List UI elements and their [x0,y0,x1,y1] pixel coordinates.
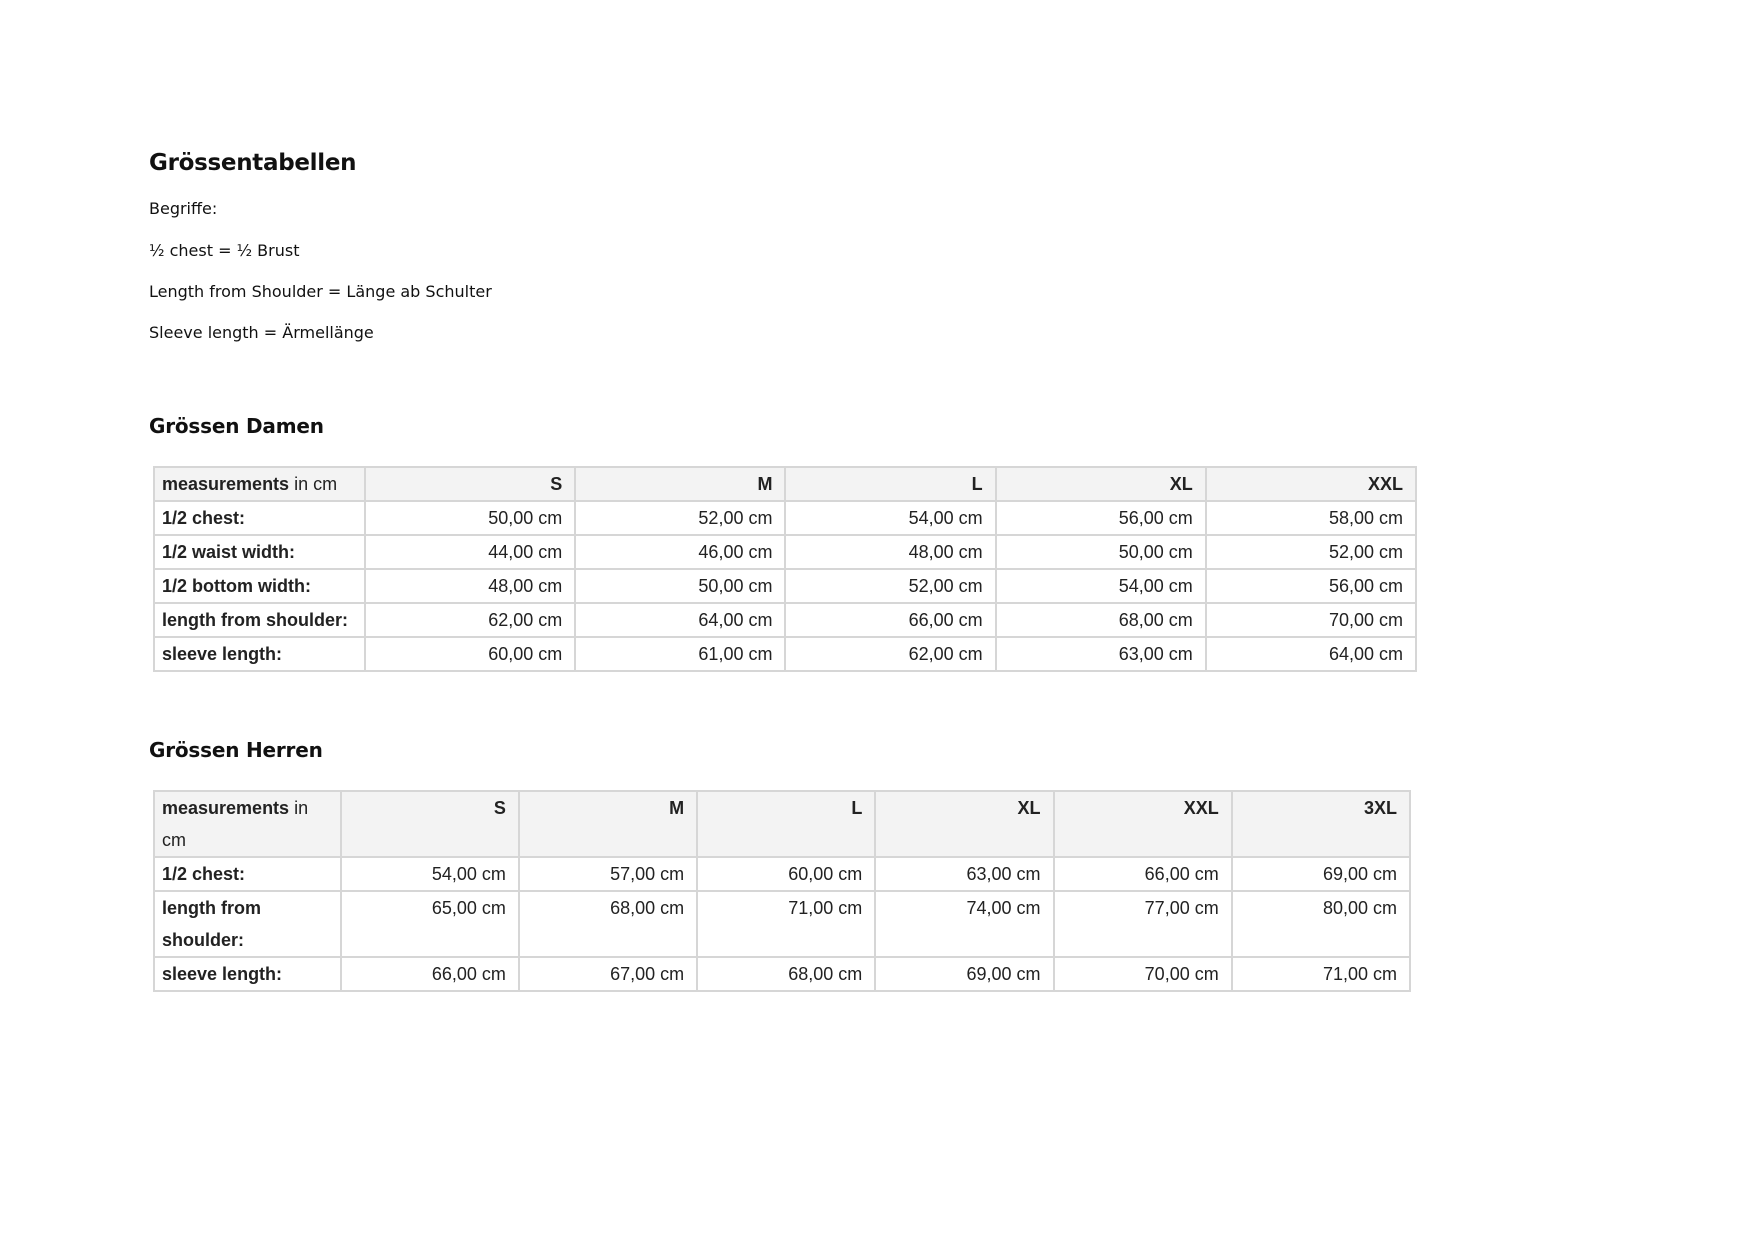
table-cell: 80,00 cm [1232,891,1410,957]
table-cell: 48,00 cm [365,569,575,603]
table-row [154,603,1416,637]
table-cell: 62,00 cm [365,603,575,637]
row-label: 1/2 chest: [154,857,341,891]
table-cell: 66,00 cm [341,957,519,991]
table-cell: 54,00 cm [996,569,1206,603]
column-header-measurements: measurements in cm [154,791,341,857]
table-cell: 68,00 cm [996,603,1206,637]
column-header-size: S [341,791,519,857]
table-row [154,501,1416,535]
table-row [154,637,1416,671]
column-header-size: L [785,467,995,501]
table-cell: 65,00 cm [341,891,519,957]
column-header-size: XL [996,467,1206,501]
table-header-row [154,467,1416,501]
terms-label: Begriffe: [149,199,218,218]
table-cell: 50,00 cm [575,569,785,603]
table-cell: 50,00 cm [996,535,1206,569]
table-cell: 66,00 cm [1054,857,1232,891]
column-header-measurements: measurements in cm [154,467,365,501]
table-cell: 60,00 cm [365,637,575,671]
table-cell: 48,00 cm [785,535,995,569]
table-cell: 54,00 cm [785,501,995,535]
table-cell: 56,00 cm [996,501,1206,535]
table-cell: 63,00 cm [996,637,1206,671]
size-table-herren [153,790,1411,992]
row-label: length from shoulder: [154,603,365,637]
column-header-size: 3XL [1232,791,1410,857]
size-table-damen [153,466,1417,672]
table-row [154,535,1416,569]
row-label: 1/2 chest: [154,501,365,535]
table-row [154,891,1410,957]
table-cell: 71,00 cm [697,891,875,957]
table-cell: 61,00 cm [575,637,785,671]
row-label: length from shoulder: [154,891,341,957]
page-title: Grössentabellen [149,150,357,176]
table-cell: 60,00 cm [697,857,875,891]
column-header-size: XXL [1206,467,1416,501]
table-cell: 46,00 cm [575,535,785,569]
table-cell: 71,00 cm [1232,957,1410,991]
table-cell: 70,00 cm [1054,957,1232,991]
table-cell: 69,00 cm [1232,857,1410,891]
column-header-size: L [697,791,875,857]
table-cell: 57,00 cm [519,857,697,891]
row-label: 1/2 waist width: [154,535,365,569]
table-cell: 56,00 cm [1206,569,1416,603]
table-cell: 68,00 cm [697,957,875,991]
table-cell: 50,00 cm [365,501,575,535]
term-sleeve-length: Sleeve length = Ärmellänge [149,323,374,342]
table-row [154,957,1410,991]
row-label: sleeve length: [154,637,365,671]
table-header-row [154,791,1410,857]
table-row [154,569,1416,603]
column-header-size: M [575,467,785,501]
column-header-size: S [365,467,575,501]
table-cell: 64,00 cm [1206,637,1416,671]
table-cell: 70,00 cm [1206,603,1416,637]
column-header-size: XL [875,791,1053,857]
table-cell: 62,00 cm [785,637,995,671]
table-row [154,857,1410,891]
section-title-damen: Grössen Damen [149,414,324,438]
table-cell: 52,00 cm [575,501,785,535]
table-cell: 63,00 cm [875,857,1053,891]
section-title-herren: Grössen Herren [149,738,323,762]
table-cell: 58,00 cm [1206,501,1416,535]
term-length-from-shoulder: Length from Shoulder = Länge ab Schulter [149,282,492,301]
table-cell: 69,00 cm [875,957,1053,991]
table-cell: 67,00 cm [519,957,697,991]
column-header-size: M [519,791,697,857]
table-cell: 44,00 cm [365,535,575,569]
term-chest: ½ chest = ½ Brust [149,241,300,260]
table-cell: 77,00 cm [1054,891,1232,957]
table-cell: 52,00 cm [785,569,995,603]
table-cell: 74,00 cm [875,891,1053,957]
row-label: 1/2 bottom width: [154,569,365,603]
table-cell: 52,00 cm [1206,535,1416,569]
column-header-size: XXL [1054,791,1232,857]
row-label: sleeve length: [154,957,341,991]
table-cell: 68,00 cm [519,891,697,957]
table-cell: 66,00 cm [785,603,995,637]
table-cell: 54,00 cm [341,857,519,891]
table-cell: 64,00 cm [575,603,785,637]
